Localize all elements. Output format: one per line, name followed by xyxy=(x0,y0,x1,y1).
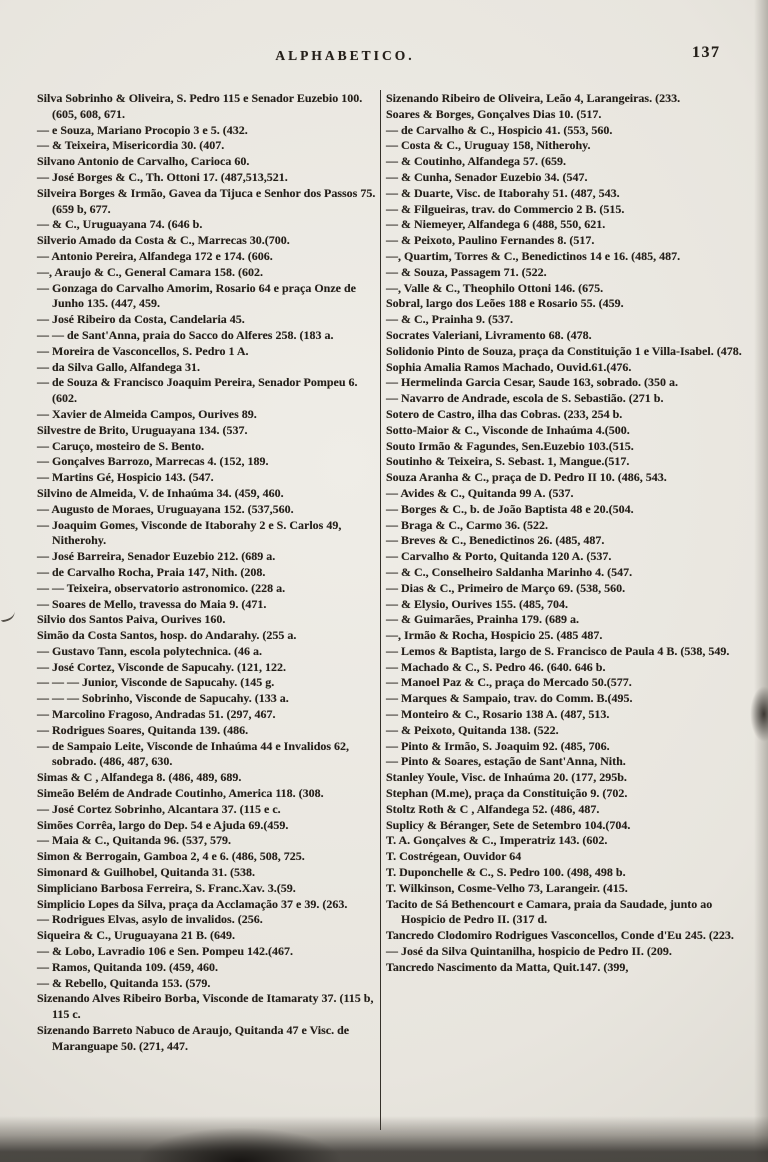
directory-entry: — & Souza, Passagem 71. (522. xyxy=(386,264,547,279)
directory-entry: — Avides & C., Quitanda 99 A. (537. xyxy=(386,485,574,500)
directory-column-left xyxy=(37,91,378,1055)
directory-entry: Silvano Antonio de Carvalho, Carioca 60. xyxy=(37,154,250,169)
handwritten-margin-mark xyxy=(0,608,16,622)
directory-entry: — Rodrigues Soares, Quitanda 139. (486. xyxy=(37,722,249,737)
directory-entry: — de Souza & Francisco Joaquim Pereira, Senador Pompeu 6. (602. xyxy=(37,375,358,406)
directory-entry: — & Elysio, Ourives 155. (485, 704. xyxy=(386,596,568,611)
directory-entry: — Dias & C., Primeiro de Março 69. (538, 560. xyxy=(386,580,626,595)
directory-entry: —, Quartim, Torres & C., Benedictinos 14 e 16. (485, 487. xyxy=(386,248,681,263)
directory-entry: T. Duponchelle & C., S. Pedro 100. (498, 498 b. xyxy=(386,865,626,880)
directory-entry: — Marcolino Fragoso, Andradas 51. (297, 467. xyxy=(37,707,276,722)
directory-entry: Solidonio Pinto de Souza, praça da Constituição 1 e Villa-Isabel. (478. xyxy=(386,343,742,358)
directory-entry: — Monteiro & C., Rosario 138 A. (487, 513. xyxy=(386,707,610,722)
directory-entry: — José Borges & C., Th. Ottoni 17. (487,513,521. xyxy=(37,169,288,184)
directory-column-right xyxy=(386,91,747,976)
directory-entry: — Manoel Paz & C., praça do Mercado 50.(577. xyxy=(386,675,632,690)
directory-entry: — — Teixeira, observatorio astronomico. (228 a. xyxy=(37,580,286,595)
directory-entry: Sizenando Alves Ribeiro Borba, Visconde de Itamaraty 37. (115 b, 115 c. xyxy=(37,991,374,1022)
directory-entry: — & Duarte, Visc. de Itaborahy 51. (487, 543. xyxy=(386,185,620,200)
directory-entry: — José Barreira, Senador Euzebio 212. (689 a. xyxy=(37,549,276,564)
directory-entry: — de Carvalho & C., Hospicio 41. (553, 560. xyxy=(386,122,613,137)
directory-entry: — Caruço, mosteiro de S. Bento. xyxy=(37,438,205,453)
directory-entry: Stephan (M.me), praça da Constituição 9. (702. xyxy=(386,786,628,801)
directory-entry: — & Filgueiras, trav. do Commercio 2 B. (515. xyxy=(386,201,625,216)
directory-entry: — & C., Prainha 9. (537. xyxy=(386,312,513,327)
directory-entry: — José Cortez Sobrinho, Alcantara 37. (115 e c. xyxy=(37,801,281,816)
directory-entry: Simões Corrêa, largo do Dep. 54 e Ajuda 69.(459. xyxy=(37,817,289,832)
directory-entry: Stoltz Roth & C , Alfandega 52. (486, 487. xyxy=(386,801,600,816)
scan-bottom-dark-blob xyxy=(140,1128,340,1162)
directory-entry: — José Ribeiro da Costa, Candelaria 45. xyxy=(37,312,245,327)
directory-entry: T. A. Gonçalves & C., Imperatriz 143. (602. xyxy=(386,833,608,848)
directory-entry: — & Rebello, Quitanda 153. (579. xyxy=(37,975,211,990)
directory-entry: — Marques & Sampaio, trav. do Comm. B.(495. xyxy=(386,691,633,706)
directory-entry: Sobral, largo dos Leões 188 e Rosario 55. (459. xyxy=(386,296,624,311)
directory-entry: — da Silva Gallo, Alfandega 31. xyxy=(37,359,201,374)
directory-entry: — Antonio Pereira, Alfandega 172 e 174. (606. xyxy=(37,248,273,263)
directory-entry: — Martins Gé, Hospicio 143. (547. xyxy=(37,470,214,485)
directory-entry: — Moreira de Vasconcellos, S. Pedro 1 A. xyxy=(37,343,249,358)
directory-entry: — & C., Conselheiro Saldanha Marinho 4. (547. xyxy=(386,564,633,579)
directory-entry: — Gustavo Tann, escola polytechnica. (46 a. xyxy=(37,643,263,658)
directory-entry: — de Sampaio Leite, Visconde de Inhaúma 44 e Invalidos 62, sobrado. (486, 487, 630. xyxy=(37,738,350,769)
directory-entry: Socrates Valeriani, Livramento 68. (478. xyxy=(386,327,592,342)
directory-entry: — & Lobo, Lavradio 106 e Sen. Pompeu 142.(467. xyxy=(37,944,294,959)
directory-entry: Simon & Berrogain, Gamboa 2, 4 e 6. (486, 508, 725. xyxy=(37,849,305,864)
directory-entry: — Rodrigues Elvas, asylo de invalidos. (256. xyxy=(37,912,263,927)
directory-entry: — Costa & C., Uruguay 158, Nitherohy. xyxy=(386,138,591,153)
directory-entry: Souza Aranha & C., praça de D. Pedro II 10. (486, 543. xyxy=(386,470,667,485)
directory-entry: Sotero de Castro, ilha das Cobras. (233, 254 b. xyxy=(386,406,623,421)
directory-entry: — Gonzaga do Carvalho Amorim, Rosario 64 e praça Onze de Junho 135. (447, 459. xyxy=(37,280,356,311)
directory-entry: — Augusto de Moraes, Uruguayana 152. (537,560. xyxy=(37,501,294,516)
directory-entry: — Soares de Mello, travessa do Maia 9. (471. xyxy=(37,596,267,611)
directory-entry: Soares & Borges, Gonçalves Dias 10. (517. xyxy=(386,106,602,121)
directory-entry: —, Valle & C., Theophilo Ottoni 146. (675. xyxy=(386,280,604,295)
page-number: 137 xyxy=(692,44,721,61)
directory-entry: — & Niemeyer, Alfandega 6 (488, 550, 621. xyxy=(386,217,606,232)
directory-entry: Sizenando Barreto Nabuco de Araujo, Quitanda 47 e Visc. de Maranguape 50. (271, 447. xyxy=(37,1023,350,1053)
directory-entry: Tancredo Nascimento da Matta, Quit.147. (399, xyxy=(386,959,629,974)
directory-entry: — José da Silva Quintanilha, hospicio de Pedro II. (209. xyxy=(386,944,672,959)
directory-entry: — & Peixoto, Paulino Fernandes 8. (517. xyxy=(386,233,595,248)
column-divider-rule xyxy=(380,90,381,1130)
directory-entry: — — — Junior, Visconde de Sapucahy. (145 g. xyxy=(37,675,275,690)
directory-entry: — Maia & C., Quitanda 96. (537, 579. xyxy=(37,833,232,848)
directory-entry: — Pinto & Soares, estação de Sant'Anna, Nith. xyxy=(386,754,626,769)
scan-edge-shadow xyxy=(754,0,768,1162)
directory-entry: — de Carvalho Rocha, Praia 147, Nith. (208. xyxy=(37,564,266,579)
directory-entry: T. Wilkinson, Cosme-Velho 73, Larangeir. (415. xyxy=(386,880,628,895)
directory-entry: Simonard & Guilhobel, Quitanda 31. (538. xyxy=(37,865,256,880)
directory-entry: —, Araujo & C., General Camara 158. (602. xyxy=(37,264,263,279)
directory-entry: Silvio dos Santos Paiva, Ourives 160. xyxy=(37,612,226,627)
directory-entry: — Navarro de Andrade, escola de S. Sebastião. (271 b. xyxy=(386,391,664,406)
directory-entry: — Carvalho & Porto, Quitanda 120 A. (537. xyxy=(386,549,612,564)
directory-entry: — — — Sobrinho, Visconde de Sapucahy. (133 a. xyxy=(37,691,289,706)
directory-entry: — — de Sant'Anna, praia do Sacco do Alferes 258. (183 a. xyxy=(37,327,334,342)
directory-entry: — Hermelinda Garcia Cesar, Saude 163, sobrado. (350 a. xyxy=(386,375,679,390)
directory-entry: Simas & C , Alfandega 8. (486, 489, 689. xyxy=(37,770,242,785)
directory-entry: — Ramos, Quitanda 109. (459, 460. xyxy=(37,959,219,974)
directory-entry: — José Cortez, Visconde de Sapucahy. (121, 122. xyxy=(37,659,286,674)
directory-entry: Sizenando Ribeiro de Oliveira, Leão 4, Larangeiras. (233. xyxy=(386,91,681,105)
directory-entry: — & Peixoto, Quitanda 138. (522. xyxy=(386,722,559,737)
directory-entry: — & C., Uruguayana 74. (646 b. xyxy=(37,217,203,232)
directory-entry: — Braga & C., Carmo 36. (522. xyxy=(386,517,548,532)
directory-entry: — & Coutinho, Alfandega 57. (659. xyxy=(386,154,567,169)
page-title: ALPHABETICO. xyxy=(275,48,415,63)
directory-entry: — Xavier de Almeida Campos, Ourives 89. xyxy=(37,406,257,421)
directory-entry: — & Guimarães, Prainha 179. (689 a. xyxy=(386,612,579,627)
directory-entry: Soutinho & Teixeira, S. Sebast. 1, Mangue.(517. xyxy=(386,454,630,469)
directory-entry: Sotto-Maior & C., Visconde de Inhaúma 4.(500. xyxy=(386,422,630,437)
directory-entry: Tancredo Clodomiro Rodrigues Vasconcellos, Conde d'Eu 245. (223. xyxy=(386,928,734,943)
directory-entry: —, Irmão & Rocha, Hospicio 25. (485 487. xyxy=(386,628,603,643)
directory-entry: Silvino de Almeida, V. de Inhaúma 34. (459, 460. xyxy=(37,485,284,500)
directory-entry: — Borges & C., b. de João Baptista 48 e 20.(504. xyxy=(386,501,634,516)
directory-entry: Simpliciano Barbosa Ferreira, S. Franc.Xav. 3.(59. xyxy=(37,880,296,895)
directory-entry: — Machado & C., S. Pedro 46. (640. 646 b. xyxy=(386,659,606,674)
directory-entry: — Breves & C., Benedictinos 26. (485, 487. xyxy=(386,533,605,548)
directory-entry: Sophia Amalia Ramos Machado, Ouvid.61.(476. xyxy=(386,359,632,374)
directory-entry: — e Souza, Mariano Procopio 3 e 5. (432. xyxy=(37,122,248,137)
directory-entry: — Pinto & Irmão, S. Joaquim 92. (485, 706. xyxy=(386,738,610,753)
directory-entry: T. Costrégean, Ouvidor 64 xyxy=(386,849,522,864)
directory-entry: — & Cunha, Senador Euzebio 34. (547. xyxy=(386,169,588,184)
directory-entry: — Lemos & Baptista, largo de S. Francisco de Paula 4 B. (538, 549. xyxy=(386,643,730,658)
directory-entry: Suplicy & Béranger, Sete de Setembro 104.(704. xyxy=(386,817,631,832)
directory-entry: Siqueira & C., Uruguayana 21 B. (649. xyxy=(37,928,236,943)
directory-entry: Stanley Youle, Visc. de Inhaúma 20. (177, 295b. xyxy=(386,770,627,785)
directory-entry: — Gonçalves Barrozo, Marrecas 4. (152, 189. xyxy=(37,454,269,469)
directory-entry: Silverio Amado da Costa & C., Marrecas 30.(700. xyxy=(37,233,290,248)
directory-entry: Tacito de Sá Bethencourt e Camara, praia da Saudade, junto ao Hospicio de Pedro II. (317 d. xyxy=(386,896,713,927)
scan-bottom-shadow xyxy=(0,1116,768,1162)
directory-entry: Simeão Belém de Andrade Coutinho, America 118. (308. xyxy=(37,786,324,801)
directory-entry: — & Teixeira, Misericordia 30. (407. xyxy=(37,138,225,153)
directory-entry: Souto Irmão & Fagundes, Sen.Euzebio 103.(515. xyxy=(386,438,634,453)
directory-entry: — Joaquim Gomes, Visconde de Itaborahy 2 e S. Carlos 49, Nitherohy. xyxy=(37,517,342,548)
directory-entry: Simão da Costa Santos, hosp. do Andarahy. (255 a. xyxy=(37,628,297,643)
directory-entry: Silva Sobrinho & Oliveira, S. Pedro 115 e Senador Euzebio 100. (605, 608, 671. xyxy=(37,91,363,121)
directory-entry: Silveira Borges & Irmão, Gavea da Tijuca e Senhor dos Passos 75. (659 b, 677. xyxy=(37,185,376,216)
directory-entry: Simplicio Lopes da Silva, praça da Acclamação 37 e 39. (263. xyxy=(37,896,348,911)
directory-entry: Silvestre de Brito, Uruguayana 134. (537. xyxy=(37,422,248,437)
